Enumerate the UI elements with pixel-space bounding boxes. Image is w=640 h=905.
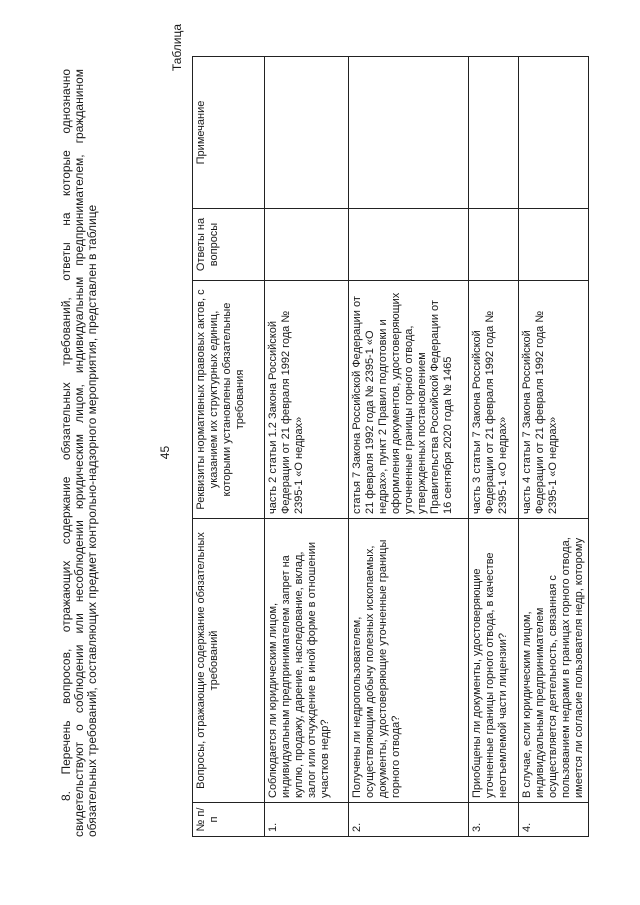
row-question: Соблюдается ли юридическим лицом, индивидуальным предпринимателем запрет на куплю, продажу, дарение, наследование, вклад, залог или отчуждение в иной форме в отношении участков недр? [265, 519, 349, 803]
row-note[interactable] [265, 57, 349, 209]
row-answer[interactable] [469, 209, 519, 281]
intro-line-2: свидетельствуют о соблюдении или несоблюдении юридическим лицом, индивидуальным предпринимателем, гражданином [72, 69, 86, 837]
row-requisites: часть 3 статьи 7 Закона Российской Федерации от 21 февраля 1992 года № 2395-1 «О недрах» [469, 281, 519, 519]
table-header-row [193, 57, 265, 837]
table-row [469, 57, 519, 837]
row-question: Приобщены ли документы, удостоверяющие уточненные границы горного отвода, в качестве неотъемлемой части лицензии? [469, 519, 519, 803]
row-note[interactable] [349, 57, 469, 209]
intro-line-1: 8. Перечень вопросов, отражающих содержание обязательных требований, ответы на которые однозначно [59, 69, 73, 801]
table-row [349, 57, 469, 837]
header-note: Примечание [193, 57, 265, 209]
checklist-table [192, 56, 589, 837]
row-answer[interactable] [349, 209, 469, 281]
intro-line-3: обязательных требований, составляющих предмет контрольно-надзорного мероприятия, представлен в таблице [85, 204, 99, 837]
row-question: Получены ли недропользователем, осуществляющим добычу полезных ископаемых, документы, удостоверяющие уточненные границы горного отвода? [349, 519, 469, 803]
header-requisites: Реквизиты нормативных правовых актов, с указанием их структурных единиц, которыми установлены обязательные требования [193, 281, 265, 519]
row-num: 2. [349, 803, 469, 837]
page-number: 45 [158, 445, 172, 460]
row-requisites: статья 7 Закона Российской Федерации от 21 февраля 1992 года № 2395-1 «О недрах», пункт 2 Правил подготовки и оформления документов, удостоверяющих уточненные границы горного отвода, утвержденных постановлением Правительства Российской Федерации от 16 сентября 2020 года № 1465 [349, 281, 469, 519]
row-num: 1. [265, 803, 349, 837]
row-note[interactable] [469, 57, 519, 209]
header-num: № п/п [193, 803, 265, 837]
row-requisites: часть 2 статьи 1.2 Закона Российской Федерации от 21 февраля 1992 года № 2395-1 «О недрах» [265, 281, 349, 519]
table-row [265, 57, 349, 837]
header-answers: Ответы на вопросы [193, 209, 265, 281]
row-requisites: часть 4 статьи 7 Закона Российской Федерации от 21 февраля 1992 года № 2395-1 «О недрах» [519, 281, 589, 519]
row-num: 3. [469, 803, 519, 837]
row-question: В случае, если юридическим лицом, индивидуальным предпринимателем осуществляется деятельность, связанная с пользованием недрами в границах горного отвода, имеется ли согласие пользователя недр, которому [519, 519, 589, 803]
row-answer[interactable] [265, 209, 349, 281]
row-note[interactable] [519, 57, 589, 209]
intro-paragraph [60, 69, 99, 837]
table-caption: Таблица [170, 24, 184, 72]
header-question: Вопросы, отражающие содержание обязательных требований [193, 519, 265, 803]
row-answer[interactable] [519, 209, 589, 281]
table-row [519, 57, 589, 837]
row-num: 4. [519, 803, 589, 837]
